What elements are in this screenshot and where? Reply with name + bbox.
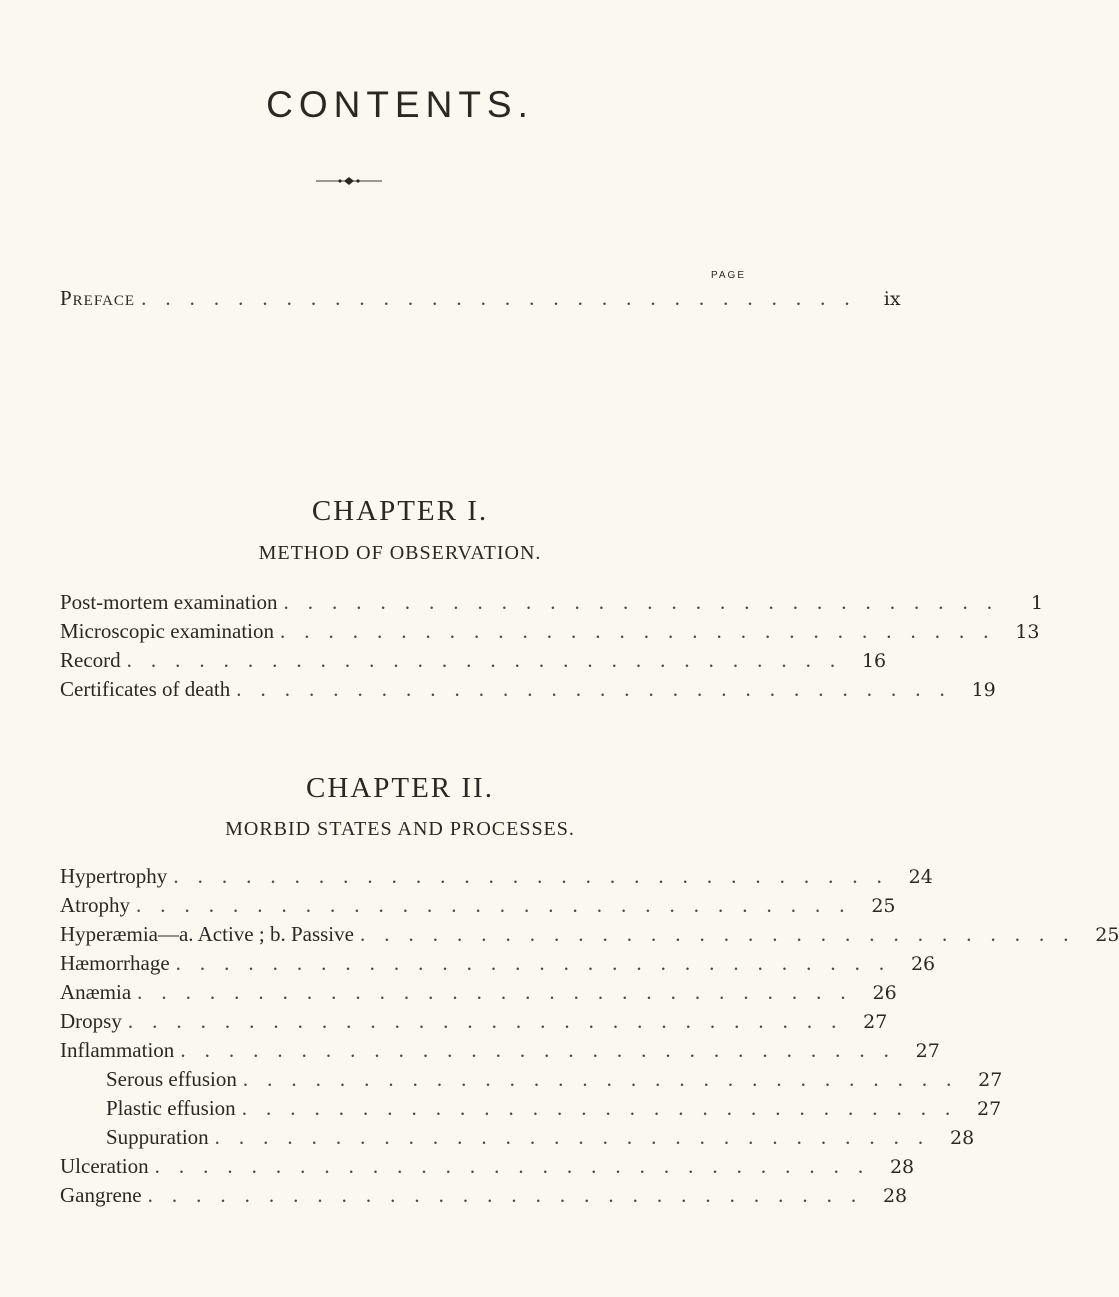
toc-subentry [106,1096,1002,1126]
toc-entry [60,1183,908,1213]
toc-entry [60,619,1040,649]
toc-entry-page: 25 [871,895,896,917]
toc-entry [60,590,1044,620]
dot-leader: .............................. [173,864,901,888]
toc-entry [60,1038,940,1068]
toc-entry-page: 13 [1015,621,1040,643]
dot-leader: .............................. [280,619,1008,643]
toc-entry-label: Hyperæmia—a. Active ; b. Passive [60,922,354,946]
toc-entry-label: Gangrene [60,1183,142,1207]
toc-entry-page: 27 [977,1098,1002,1120]
chapter-heading: CHAPTER I. [311,495,489,527]
toc-entry-label: Atrophy [60,893,130,917]
toc-entry-label: Inflammation [60,1038,175,1062]
toc-entry-preface [60,286,901,316]
chapter-subtitle: METHOD OF OBSERVATION. [258,542,542,564]
toc-entry [60,648,887,678]
page-title: CONTENTS. [266,84,534,125]
toc-entry-label: Post-mortem examination [60,590,278,614]
toc-entry-page: ix [883,288,901,310]
dot-leader: .............................. [141,286,869,310]
dot-leader: .............................. [137,980,865,1004]
toc-entry [60,864,933,894]
toc-entry-label: Record [60,648,121,672]
toc-entry-label: Certificates of death [60,677,231,701]
toc-entry-label: Microscopic examination [60,619,275,643]
toc-entry-label: Plastic effusion [106,1096,236,1120]
ornament-rule-icon [316,176,382,186]
dot-leader: .............................. [359,922,1088,946]
toc-entry-page: 25 [1095,924,1119,946]
toc-entry-label: Suppuration [106,1125,209,1149]
dot-leader: .............................. [241,1096,970,1120]
dot-leader: .............................. [180,1038,908,1062]
dot-leader: .............................. [214,1125,943,1149]
dot-leader: .............................. [136,893,864,917]
toc-entry-label: Ulceration [60,1154,149,1178]
toc-entry-page: 27 [978,1069,1003,1091]
dot-leader: .............................. [283,590,1012,614]
chapter-subtitle: MORBID STATES AND PROCESSES. [225,818,575,840]
toc-subentry [106,1125,975,1155]
toc-entry-page: 28 [949,1127,975,1149]
toc-entry-label: Hypertrophy [60,864,168,888]
toc-entry [60,1009,888,1039]
toc-entry-page: 27 [863,1011,888,1033]
toc-entry-page: 19 [971,679,996,701]
toc-entry [60,893,896,923]
page-column-label: PAGE [710,270,746,281]
toc-entry [60,951,936,981]
dot-leader: .............................. [147,1183,876,1207]
dot-leader: .............................. [175,951,904,975]
toc-entry-page: 16 [861,650,887,672]
toc-entry-page: 28 [889,1156,915,1178]
toc-entry-label: Anæmia [60,980,132,1004]
toc-entry [60,677,996,707]
toc-entry-page: 26 [872,982,897,1004]
toc-entry-page: 27 [915,1040,940,1062]
toc-entry-label: Serous effusion [106,1067,237,1091]
dot-leader: .............................. [154,1154,883,1178]
toc-entry-page: 24 [908,866,933,888]
dot-leader: .............................. [236,677,964,701]
dot-leader: .............................. [126,648,855,672]
toc-entry-label: Hæmorrhage [60,951,170,975]
chapter-heading: CHAPTER II. [306,772,494,804]
toc-entry [60,980,897,1010]
toc-entry [60,1154,915,1184]
toc-entry [60,922,1119,952]
dot-leader: .............................. [127,1009,856,1033]
toc-entry-page: 1 [1030,592,1044,614]
dot-leader: .............................. [242,1067,971,1091]
toc-entry-label: Preface [60,286,136,310]
toc-entry-label: Dropsy [60,1009,122,1033]
toc-subentry [106,1067,1003,1097]
toc-entry-page: 28 [882,1185,908,1207]
toc-entry-page: 26 [910,953,936,975]
